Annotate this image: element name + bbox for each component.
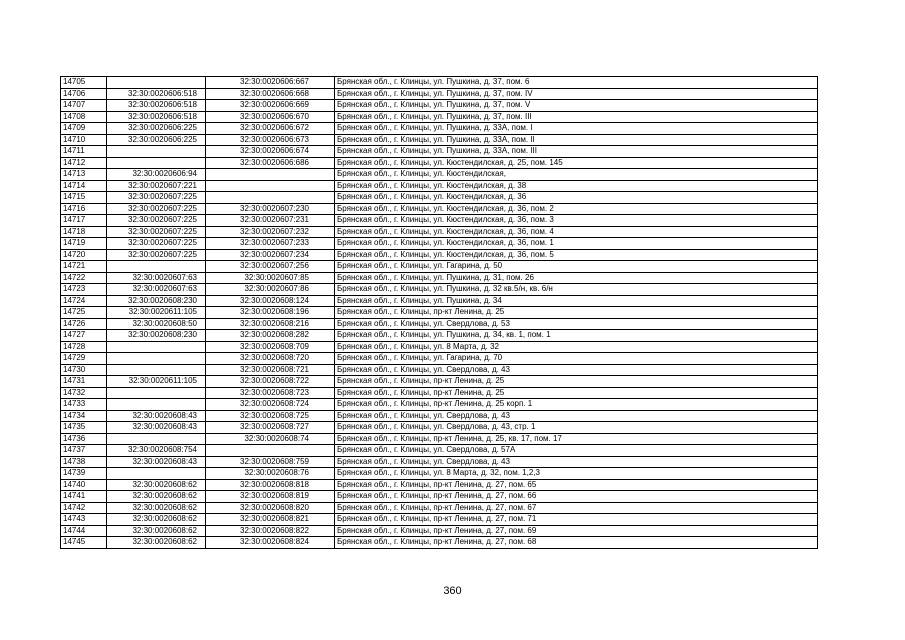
address-cell: Брянская обл., г. Клинцы, ул. Пушкина, д. 33А, пом. I [335,123,818,135]
table-row [61,387,818,399]
parent-cadastral-number-cell: 32:30:0020608:230 [107,295,206,307]
address-cell: Брянская обл., г. Клинцы, ул. Пушкина, д. 34 [335,295,818,307]
parent-cadastral-number-cell: 32:30:0020606:518 [107,88,206,100]
cadastral-number-cell: 32:30:0020606:670 [206,111,335,123]
row-number-cell: 14715 [61,192,107,204]
cadastral-number-cell: 32:30:0020608:721 [206,364,335,376]
address-cell: Брянская обл., г. Клинцы, пр-кт Ленина, д. 27, пом. 66 [335,491,818,503]
address-cell: Брянская обл., г. Клинцы, пр-кт Ленина, д. 27, пом. 65 [335,479,818,491]
row-number-cell: 14713 [61,169,107,181]
table-row [61,238,818,250]
row-number-cell: 14717 [61,215,107,227]
table-row [61,180,818,192]
address-cell: Брянская обл., г. Клинцы, ул. Свердлова, д. 43 [335,456,818,468]
address-cell: Брянская обл., г. Клинцы, пр-кт Ленина, д. 27, пом. 71 [335,514,818,526]
row-number-cell: 14745 [61,537,107,549]
parent-cadastral-number-cell: 32:30:0020606:518 [107,100,206,112]
row-number-cell: 14710 [61,134,107,146]
address-cell: Брянская обл., г. Клинцы, пр-кт Ленина, д. 25, кв. 17, пом. 17 [335,433,818,445]
table-row [61,134,818,146]
table-row [61,226,818,238]
parent-cadastral-number-cell: 32:30:0020608:754 [107,445,206,457]
table-row [61,445,818,457]
cadastral-number-cell: 32:30:0020608:709 [206,341,335,353]
row-number-cell: 14732 [61,387,107,399]
address-cell: Брянская обл., г. Клинцы, ул. Пушкина, д. 33А, пом. III [335,146,818,158]
cadastral-number-cell: 32:30:0020606:674 [206,146,335,158]
cadastral-number-cell [206,445,335,457]
row-number-cell: 14734 [61,410,107,422]
cadastral-number-cell [206,180,335,192]
address-cell: Брянская обл., г. Клинцы, ул. Кюстендилская, д. 36, пом. 2 [335,203,818,215]
parent-cadastral-number-cell: 32:30:0020607:225 [107,226,206,238]
table-row [61,249,818,261]
address-cell: Брянская обл., г. Клинцы, ул. Кюстендилская, д. 36, пом. 5 [335,249,818,261]
address-cell: Брянская обл., г. Клинцы, ул. 8 Марта, д. 32 [335,341,818,353]
property-registry-table [60,76,818,549]
row-number-cell: 14743 [61,514,107,526]
address-cell: Брянская обл., г. Клинцы, пр-кт Ленина, д. 27, пом. 67 [335,502,818,514]
address-cell: Брянская обл., г. Клинцы, ул. Свердлова, д. 43, стр. 1 [335,422,818,434]
address-cell: Брянская обл., г. Клинцы, ул. Кюстендилская, д. 36, пом. 1 [335,238,818,250]
table-row [61,203,818,215]
table-row [61,318,818,330]
table-row [61,479,818,491]
table-row [61,284,818,296]
address-cell: Брянская обл., г. Клинцы, ул. Пушкина, д. 34, кв. 1, пом. 1 [335,330,818,342]
address-cell: Брянская обл., г. Клинцы, ул. Кюстендилская, д. 38 [335,180,818,192]
address-cell: Брянская обл., г. Клинцы, ул. Свердлова, д. 57А [335,445,818,457]
cadastral-number-cell: 32:30:0020608:822 [206,525,335,537]
row-number-cell: 14738 [61,456,107,468]
cadastral-number-cell: 32:30:0020608:724 [206,399,335,411]
address-cell: Брянская обл., г. Клинцы, пр-кт Ленина, д. 25 корп. 1 [335,399,818,411]
table-row [61,330,818,342]
cadastral-number-cell: 32:30:0020608:216 [206,318,335,330]
parent-cadastral-number-cell: 32:30:0020606:518 [107,111,206,123]
cadastral-number-cell: 32:30:0020606:672 [206,123,335,135]
table-row [61,157,818,169]
cadastral-number-cell: 32:30:0020607:230 [206,203,335,215]
row-number-cell: 14735 [61,422,107,434]
table-row [61,410,818,422]
cadastral-number-cell: 32:30:0020608:821 [206,514,335,526]
table-row [61,77,818,89]
parent-cadastral-number-cell: 32:30:0020607:63 [107,284,206,296]
parent-cadastral-number-cell [107,468,206,480]
row-number-cell: 14744 [61,525,107,537]
address-cell: Брянская обл., г. Клинцы, ул. Пушкина, д. 37, пом. 6 [335,77,818,89]
table-row [61,169,818,181]
cadastral-number-cell: 32:30:0020607:256 [206,261,335,273]
cadastral-number-cell: 32:30:0020607:232 [206,226,335,238]
parent-cadastral-number-cell: 32:30:0020608:62 [107,502,206,514]
row-number-cell: 14723 [61,284,107,296]
parent-cadastral-number-cell: 32:30:0020607:225 [107,249,206,261]
row-number-cell: 14716 [61,203,107,215]
address-cell: Брянская обл., г. Клинцы, ул. Пушкина, д. 31, пом. 26 [335,272,818,284]
table-row [61,468,818,480]
address-cell: Брянская обл., г. Клинцы, ул. Пушкина, д. 37, пом. III [335,111,818,123]
address-cell: Брянская обл., г. Клинцы, пр-кт Ленина, д. 25 [335,307,818,319]
parent-cadastral-number-cell: 32:30:0020607:63 [107,272,206,284]
parent-cadastral-number-cell: 32:30:0020607:225 [107,192,206,204]
address-cell: Брянская обл., г. Клинцы, ул. 8 Марта, д. 32, пом. 1,2,3 [335,468,818,480]
parent-cadastral-number-cell: 32:30:0020608:50 [107,318,206,330]
cadastral-number-cell: 32:30:0020607:233 [206,238,335,250]
address-cell: Брянская обл., г. Клинцы, ул. Кюстендилская, д. 25, пом. 145 [335,157,818,169]
table-row [61,422,818,434]
row-number-cell: 14708 [61,111,107,123]
row-number-cell: 14726 [61,318,107,330]
cadastral-number-cell: 32:30:0020606:686 [206,157,335,169]
table-row [61,192,818,204]
address-cell: Брянская обл., г. Клинцы, ул. Пушкина, д. 37, пом. IV [335,88,818,100]
address-cell: Брянская обл., г. Клинцы, ул. Свердлова, д. 43 [335,364,818,376]
row-number-cell: 14731 [61,376,107,388]
table-row [61,100,818,112]
parent-cadastral-number-cell: 32:30:0020608:43 [107,456,206,468]
parent-cadastral-number-cell: 32:30:0020608:62 [107,491,206,503]
page-number: 360 [443,585,462,597]
address-cell: Брянская обл., г. Клинцы, ул. Кюстендилская, д. 36, пом. 3 [335,215,818,227]
cadastral-number-cell: 32:30:0020608:759 [206,456,335,468]
cadastral-number-cell: 32:30:0020608:196 [206,307,335,319]
table-row [61,376,818,388]
cadastral-number-cell: 32:30:0020607:231 [206,215,335,227]
parent-cadastral-number-cell: 32:30:0020608:62 [107,479,206,491]
cadastral-number-cell: 32:30:0020608:722 [206,376,335,388]
table-row [61,272,818,284]
table-row [61,399,818,411]
row-number-cell: 14733 [61,399,107,411]
cadastral-number-cell: 32:30:0020608:818 [206,479,335,491]
table-row [61,146,818,158]
parent-cadastral-number-cell: 32:30:0020611:105 [107,307,206,319]
parent-cadastral-number-cell: 32:30:0020607:225 [107,203,206,215]
table-row [61,491,818,503]
cadastral-number-cell: 32:30:0020608:727 [206,422,335,434]
table-row [61,514,818,526]
table-row [61,88,818,100]
table-row [61,433,818,445]
cadastral-number-cell: 32:30:0020608:723 [206,387,335,399]
row-number-cell: 14722 [61,272,107,284]
row-number-cell: 14721 [61,261,107,273]
address-cell: Брянская обл., г. Клинцы, ул. Свердлова, д. 43 [335,410,818,422]
row-number-cell: 14706 [61,88,107,100]
cadastral-number-cell [206,192,335,204]
parent-cadastral-number-cell: 32:30:0020607:221 [107,180,206,192]
address-cell: Брянская обл., г. Клинцы, ул. Свердлова, д. 53 [335,318,818,330]
table-row [61,525,818,537]
cadastral-number-cell: 32:30:0020608:824 [206,537,335,549]
row-number-cell: 14739 [61,468,107,480]
row-number-cell: 14727 [61,330,107,342]
parent-cadastral-number-cell: 32:30:0020608:43 [107,422,206,434]
parent-cadastral-number-cell: 32:30:0020608:62 [107,514,206,526]
parent-cadastral-number-cell: 32:30:0020608:62 [107,525,206,537]
address-cell: Брянская обл., г. Клинцы, ул. Гагарина, д. 70 [335,353,818,365]
address-cell: Брянская обл., г. Клинцы, ул. Кюстендилская, д. 36, пом. 4 [335,226,818,238]
row-number-cell: 14741 [61,491,107,503]
table-row [61,295,818,307]
parent-cadastral-number-cell [107,433,206,445]
address-cell: Брянская обл., г. Клинцы, пр-кт Ленина, д. 27, пом. 68 [335,537,818,549]
table-row [61,307,818,319]
row-number-cell: 14719 [61,238,107,250]
parent-cadastral-number-cell [107,341,206,353]
row-number-cell: 14707 [61,100,107,112]
row-number-cell: 14736 [61,433,107,445]
cadastral-number-cell [206,169,335,181]
parent-cadastral-number-cell: 32:30:0020606:225 [107,123,206,135]
parent-cadastral-number-cell [107,387,206,399]
row-number-cell: 14709 [61,123,107,135]
row-number-cell: 14740 [61,479,107,491]
address-cell: Брянская обл., г. Клинцы, ул. Гагарина, д. 50 [335,261,818,273]
address-cell: Брянская обл., г. Клинцы, ул. Кюстендилская, [335,169,818,181]
cadastral-number-cell: 32:30:0020608:76 [206,468,335,480]
parent-cadastral-number-cell [107,261,206,273]
table-row [61,111,818,123]
parent-cadastral-number-cell: 32:30:0020608:230 [107,330,206,342]
table-row [61,353,818,365]
row-number-cell: 14737 [61,445,107,457]
cadastral-number-cell: 32:30:0020608:819 [206,491,335,503]
parent-cadastral-number-cell [107,399,206,411]
parent-cadastral-number-cell [107,157,206,169]
parent-cadastral-number-cell: 32:30:0020608:62 [107,537,206,549]
row-number-cell: 14730 [61,364,107,376]
table-row [61,215,818,227]
cadastral-number-cell: 32:30:0020606:668 [206,88,335,100]
parent-cadastral-number-cell [107,364,206,376]
table-row [61,537,818,549]
cadastral-number-cell: 32:30:0020608:282 [206,330,335,342]
table-row [61,502,818,514]
address-cell: Брянская обл., г. Клинцы, ул. Пушкина, д. 37, пом. V [335,100,818,112]
parent-cadastral-number-cell: 32:30:0020611:105 [107,376,206,388]
row-number-cell: 14711 [61,146,107,158]
table-row [61,364,818,376]
row-number-cell: 14742 [61,502,107,514]
row-number-cell: 14718 [61,226,107,238]
cadastral-number-cell: 32:30:0020606:669 [206,100,335,112]
row-number-cell: 14705 [61,77,107,89]
cadastral-number-cell: 32:30:0020608:74 [206,433,335,445]
cadastral-number-cell: 32:30:0020608:124 [206,295,335,307]
address-cell: Брянская обл., г. Клинцы, пр-кт Ленина, д. 27, пом. 69 [335,525,818,537]
parent-cadastral-number-cell: 32:30:0020607:225 [107,215,206,227]
address-cell: Брянская обл., г. Клинцы, ул. Пушкина, д. 32 кв.5/н, кв. 6/н [335,284,818,296]
row-number-cell: 14714 [61,180,107,192]
cadastral-number-cell: 32:30:0020608:725 [206,410,335,422]
row-number-cell: 14729 [61,353,107,365]
row-number-cell: 14725 [61,307,107,319]
parent-cadastral-number-cell [107,77,206,89]
row-number-cell: 14712 [61,157,107,169]
parent-cadastral-number-cell: 32:30:0020606:94 [107,169,206,181]
table-row [61,456,818,468]
parent-cadastral-number-cell [107,146,206,158]
cadastral-number-cell: 32:30:0020607:234 [206,249,335,261]
address-cell: Брянская обл., г. Клинцы, ул. Кюстендилская, д. 36 [335,192,818,204]
parent-cadastral-number-cell [107,353,206,365]
cadastral-number-cell: 32:30:0020608:720 [206,353,335,365]
address-cell: Брянская обл., г. Клинцы, ул. Пушкина, д. 33А, пом. II [335,134,818,146]
address-cell: Брянская обл., г. Клинцы, пр-кт Ленина, д. 25 [335,387,818,399]
row-number-cell: 14728 [61,341,107,353]
cadastral-number-cell: 32:30:0020607:86 [206,284,335,296]
cadastral-number-cell: 32:30:0020606:673 [206,134,335,146]
row-number-cell: 14724 [61,295,107,307]
row-number-cell: 14720 [61,249,107,261]
table-row [61,341,818,353]
parent-cadastral-number-cell: 32:30:0020607:225 [107,238,206,250]
cadastral-number-cell: 32:30:0020606:667 [206,77,335,89]
cadastral-number-cell: 32:30:0020607:85 [206,272,335,284]
table-body [61,77,818,549]
address-cell: Брянская обл., г. Клинцы, пр-кт Ленина, д. 25 [335,376,818,388]
parent-cadastral-number-cell: 32:30:0020606:225 [107,134,206,146]
cadastral-number-cell: 32:30:0020608:820 [206,502,335,514]
table-row [61,123,818,135]
table-row [61,261,818,273]
parent-cadastral-number-cell: 32:30:0020608:43 [107,410,206,422]
